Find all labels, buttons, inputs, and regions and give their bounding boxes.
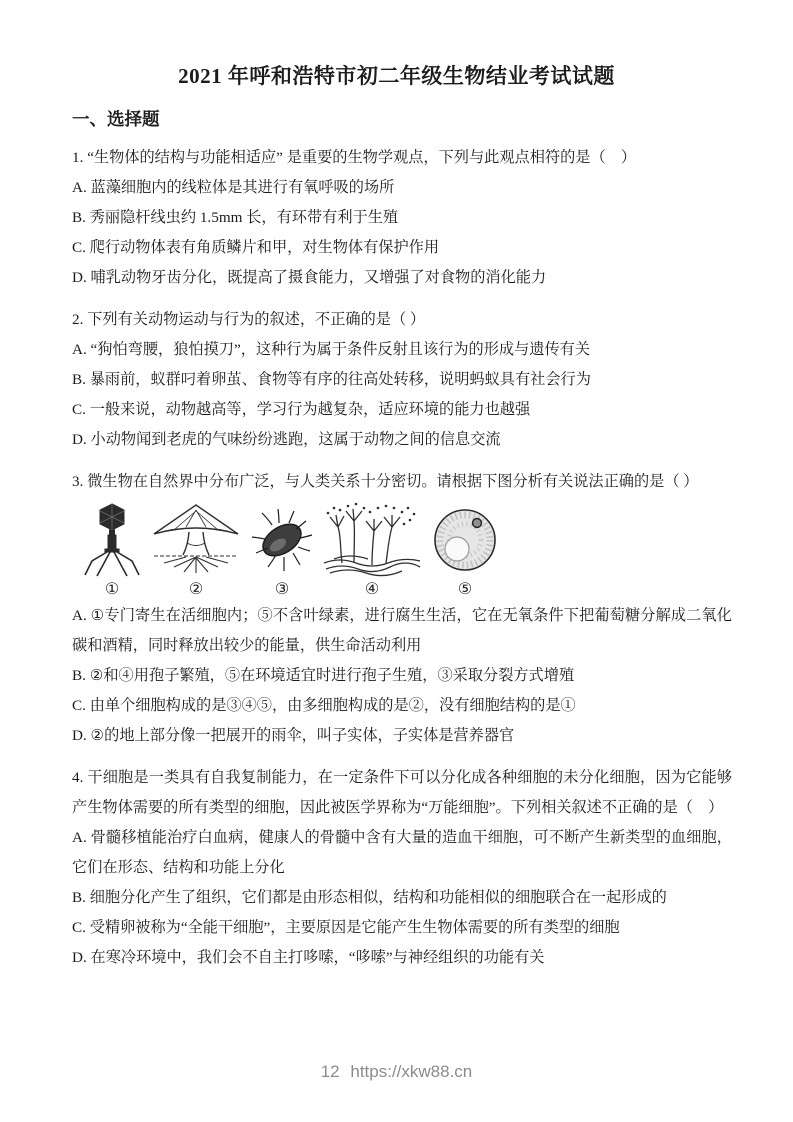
question-3-option-a: A. ①专门寄生在活细胞内；⑤不含叶绿素，进行腐生生活，它在无氧条件下把葡萄糖分解成二氧化碳和酒精，同时释放出较少的能量，供生命活动利用 [72,607,732,654]
question-4-stem: 4. 干细胞是一类具有自我复制能力，在一定条件下可以分化成各种细胞的未分化细胞，因为它能够产生物体需要的所有类型的细胞，因此被医学界称为“万能细胞”。下列相关叙述不正确的是（ ） [72,769,732,816]
figure-label-4: ④ [364,581,380,598]
figure-item-5 [428,501,502,601]
question-4-option-d: D. 在寒冷环境中，我们会不自主打哆嗦，“哆嗦”与神经组织的功能有关 [72,949,545,966]
question-1-stem: 1. “生物体的结构与功能相适应” 是重要的生物学观点，下列与此观点相符的是（ ） [72,149,637,166]
figure-label-3: ③ [274,581,290,598]
figure-item-4 [322,501,422,601]
question-1-option-a: A. 蓝藻细胞内的线粒体是其进行有氧呼吸的场所 [72,179,395,196]
question-3-option-d: D. ②的地上部分像一把展开的雨伞，叫子实体，子实体是营养器官 [72,727,515,744]
watermark-url: https://xkw88.cn [350,1062,473,1081]
question-1-option-d: D. 哺乳动物牙齿分化，既提高了摄食能力，又增强了对食物的消化能力 [72,269,547,286]
figure-label-1: ① [104,581,120,598]
page-footer [0,1062,793,1082]
question-2-option-b: B. 暴雨前，蚁群叼着卵茧、食物等有序的往高处转移，说明蚂蚁具有社会行为 [72,371,591,388]
yeast-icon [428,501,502,577]
question-2-option-c: C. 一般来说，动物越高等，学习行为越复杂，适应环境的能力也越强 [72,401,531,418]
page-title: 2021 年呼和浩特市初二年级生物结业考试试题 [178,64,615,88]
question-4 [0,763,793,973]
section-heading: 一、选择题 [72,109,160,129]
figure-item-3 [248,501,316,601]
figure-label-5: ⑤ [457,581,473,598]
microorganism-figure [80,501,793,601]
figure-item-1 [80,501,144,601]
question-3-option-c: C. 由单个细胞构成的是③④⑤，由多细胞构成的是②，没有细胞结构的是① [72,697,576,714]
question-2-option-a: A. “狗怕弯腰，狼怕摸刀”，这种行为属于条件反射且该行为的形成与遗传有关 [72,341,591,358]
bacterium-icon [248,501,316,577]
figure-item-2 [150,501,242,601]
page-number: 12 [320,1062,340,1081]
question-4-option-c: C. 受精卵被称为“全能干细胞”，主要原因是它能产生生物体需要的所有类型的细胞 [72,919,620,936]
question-3 [0,467,793,751]
mold-icon [322,501,422,577]
question-3-option-b: B. ②和④用孢子繁殖，⑤在环境适宜时进行孢子生殖，③采取分裂方式增殖 [72,667,575,684]
bacteriophage-icon [80,501,144,577]
question-2-stem: 2. 下列有关动物运动与行为的叙述，不正确的是（ ） [72,311,426,328]
question-2 [0,305,793,455]
question-3-stem: 3. 微生物在自然界中分布广泛，与人类关系十分密切。请根据下图分析有关说法正确的是（ ） [72,473,699,490]
question-1-option-b: B. 秀丽隐杆线虫约 1.5mm 长，有环带有利于生殖 [72,209,399,226]
mushroom-icon [150,501,242,577]
question-1 [0,143,793,293]
figure-label-2: ② [188,581,204,598]
question-4-option-a: A. 骨髓移植能治疗白血病，健康人的骨髓中含有大量的造血干细胞，可不断产生新类型的血细胞，它们在形态、结构和功能上分化 [72,829,732,876]
question-1-option-c: C. 爬行动物体表有角质鳞片和甲，对生物体有保护作用 [72,239,440,256]
question-2-option-d: D. 小动物闻到老虎的气味纷纷逃跑，这属于动物之间的信息交流 [72,431,501,448]
question-4-option-b: B. 细胞分化产生了组织，它们都是由形态相似，结构和功能相似的细胞联合在一起形成的 [72,889,667,906]
